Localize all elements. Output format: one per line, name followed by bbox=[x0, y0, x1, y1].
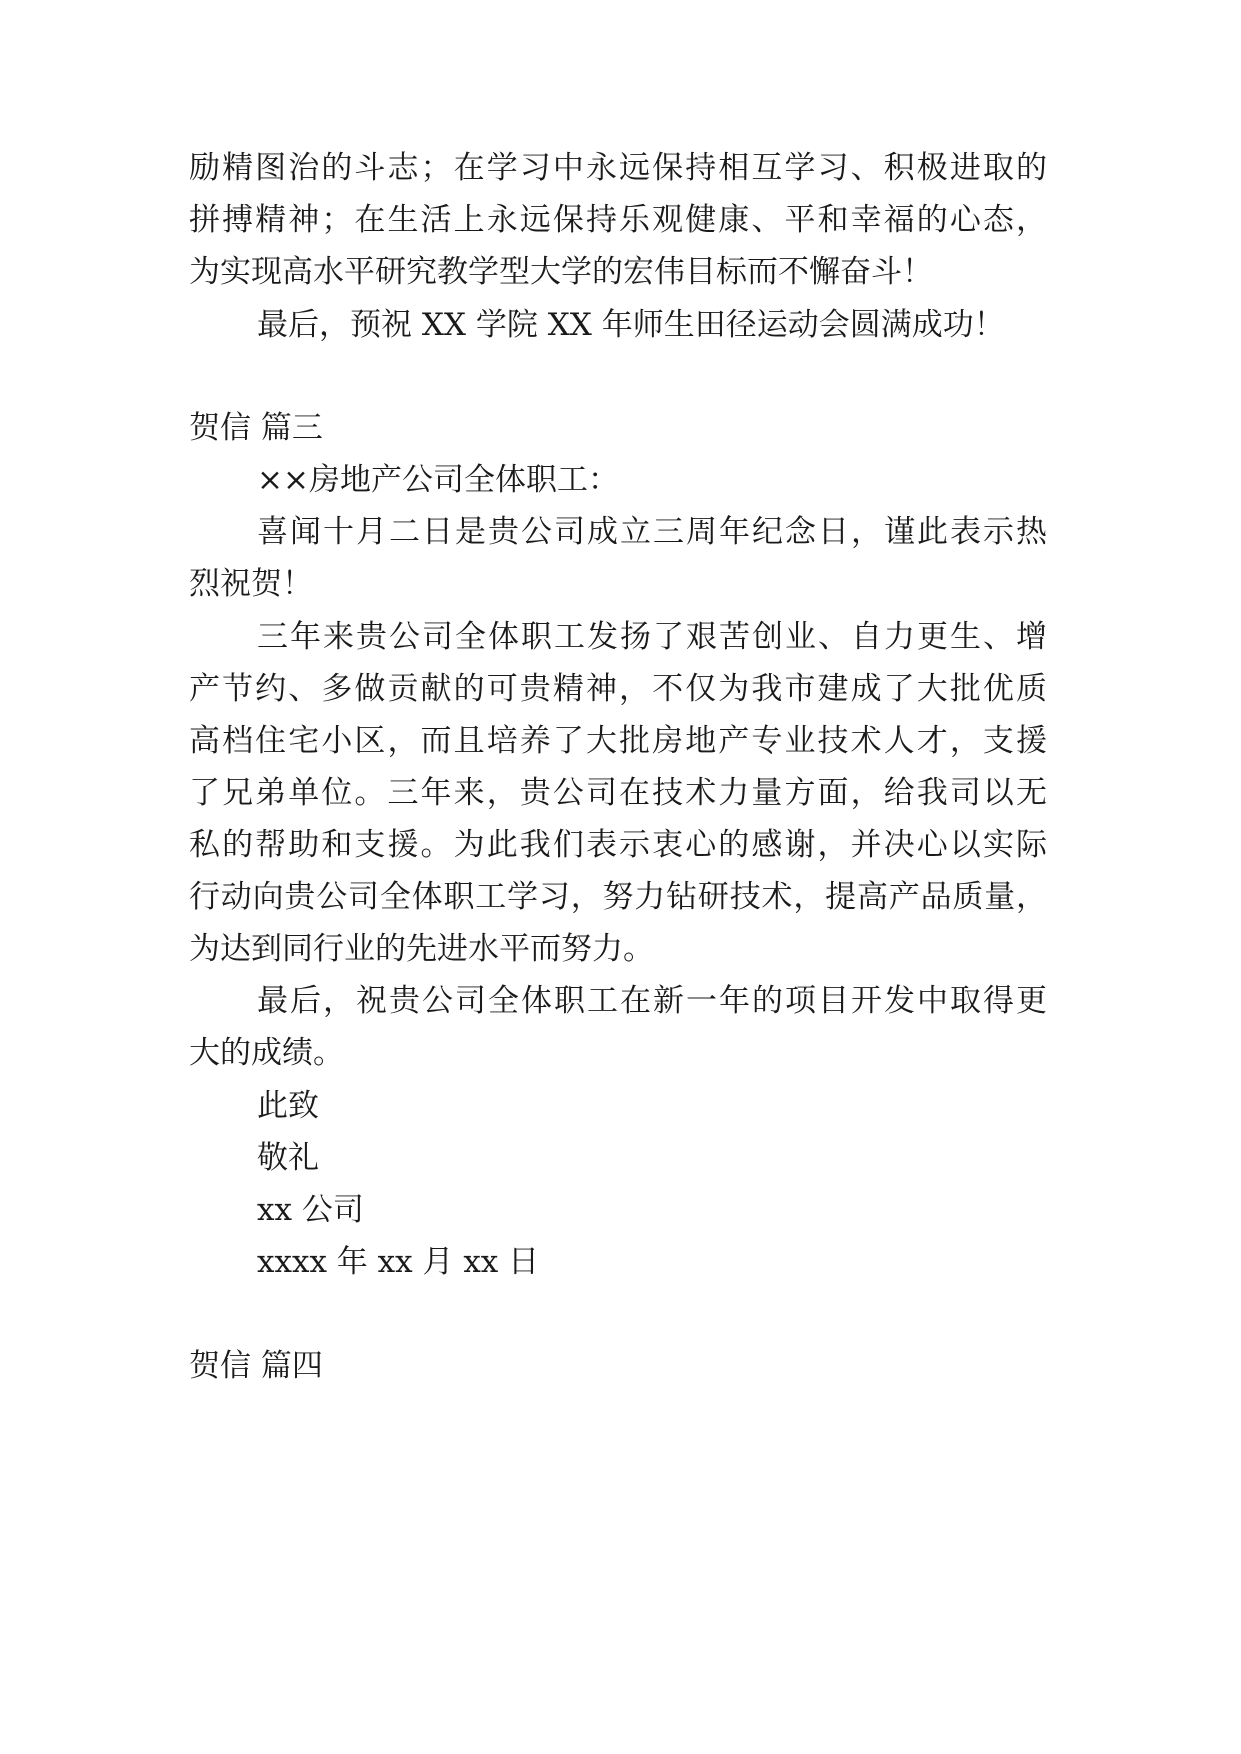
section-heading-4: 贺信 篇四 bbox=[189, 1348, 323, 1384]
body-text-line: 最后，祝贵公司全体职工在新一年的项目开发中取得更 bbox=[257, 983, 1047, 1019]
sender-name: xx 公司 bbox=[257, 1192, 364, 1228]
section-heading-3: 贺信 篇三 bbox=[189, 410, 323, 446]
body-text-line: 三年来贵公司全体职工发扬了艰苦创业、自力更生、增 bbox=[257, 619, 1047, 655]
body-text-line: 为实现高水平研究教学型大学的宏伟目标而不懈奋斗！ bbox=[189, 254, 933, 290]
body-text-line: 喜闻十月二日是贵公司成立三周年纪念日，谨此表示热 bbox=[257, 514, 1047, 550]
body-text-line: 产节约、多做贡献的可贵精神，不仅为我市建成了大批优质 bbox=[189, 671, 1047, 707]
body-text-line: 拼搏精神；在生活上永远保持乐观健康、平和幸福的心态， bbox=[189, 202, 1047, 238]
body-text-line: 励精图治的斗志；在学习中永远保持相互学习、积极进取的 bbox=[189, 150, 1047, 186]
letter-date: xxxx 年 xx 月 xx 日 bbox=[257, 1244, 540, 1280]
body-text-line: 了兄弟单位。三年来，贵公司在技术力量方面，给我司以无 bbox=[189, 775, 1047, 811]
body-text-line: 行动向贵公司全体职工学习，努力钻研技术，提高产品质量， bbox=[189, 879, 1047, 915]
salutation: ××房地产公司全体职工： bbox=[257, 462, 619, 498]
body-text-line: 为达到同行业的先进水平而努力。 bbox=[189, 931, 654, 967]
body-text-line: 私的帮助和支援。为此我们表示衷心的感谢，并决心以实际 bbox=[189, 827, 1047, 863]
body-text-line: 大的成绩。 bbox=[189, 1035, 344, 1071]
closing-phrase: 此致 bbox=[257, 1088, 319, 1124]
closing-wish: 最后，预祝 XX 学院 XX 年师生田径运动会圆满成功！ bbox=[257, 307, 1005, 343]
body-text-line: 高档住宅小区，而且培养了大批房地产专业技术人才，支援 bbox=[189, 723, 1047, 759]
closing-salute: 敬礼 bbox=[257, 1140, 319, 1176]
body-text-line: 烈祝贺！ bbox=[189, 566, 313, 602]
